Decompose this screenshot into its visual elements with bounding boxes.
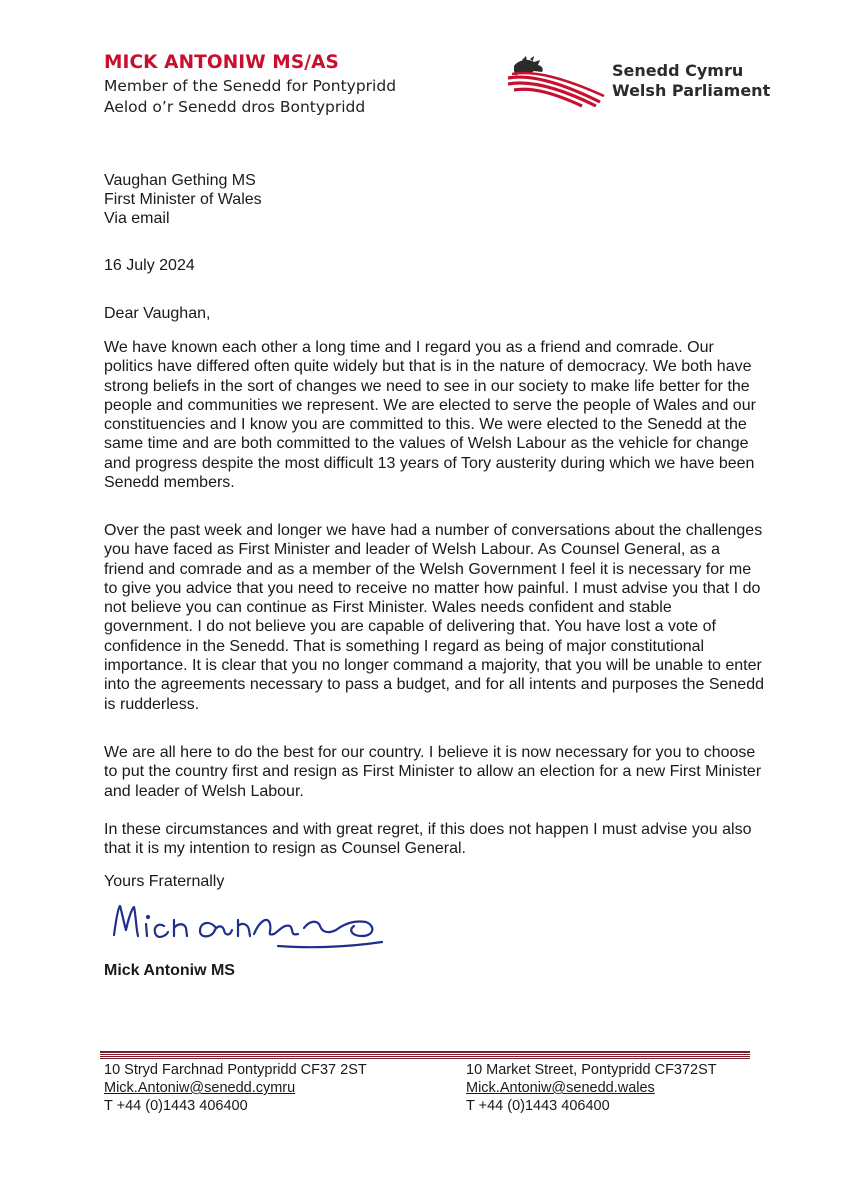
welsh-dragon-logo-icon <box>500 56 608 108</box>
footer-rule <box>100 1051 750 1059</box>
signatory-name: Mick Antoniw MS <box>104 962 235 979</box>
closing: Yours Fraternally <box>104 873 225 890</box>
member-name: MICK ANTONIW MS/AS <box>104 52 339 73</box>
footer-welsh-contact <box>104 1061 367 1115</box>
letterhead <box>104 50 396 118</box>
paragraph-3: We are all here to do the best for our country. I believe it is now necessary for you to choose to put the country first and resign as First Minister to allow an election for a new First Minister and leader of Welsh Labour. <box>104 744 762 800</box>
footer-address-english: 10 Market Street, Pontypridd CF372ST <box>466 1062 717 1078</box>
paragraph-2: Over the past week and longer we have had a number of conversations about the challenges you have faced as First Minister and leader of Welsh Labour. As Counsel General, as a friend and comrade and as a member of the Welsh Government I feel it is necessary for me to give you advice that you need to receive no matter how painful. I must advise you that I do not believe you can continue as First Minister. Wales needs confident and stable government. I do not believe you are capable of delivering that. You have lost a vote of confidence in the Senedd. That is something I regard as being of major constitutional importance. It is clear that you no longer command a majority, that you will be unable to enter into the agreements necessary to pass a budget, and for all intents and purposes the Senedd is rudderless. <box>104 522 764 713</box>
paragraph-4: In these circumstances and with great regret, if this does not happen I must advise you also that it is my intention to resign as Counsel General. <box>104 821 752 858</box>
footer-phone-welsh: T +44 (0)1443 406400 <box>104 1098 248 1114</box>
paragraph-1: We have known each other a long time and I regard you as a friend and comrade. Our politics have differed often quite widely but that is in the nature of democracy. We both have strong beliefs in the sort of changes we need to see in our society to make life better for the people and communities we represent. We are elected to serve the people of Wales and our constituencies and I know you are committed to this. We were elected to the Senedd at the same time and are both committed to the values of Welsh Labour as the vehicle for change and progress despite the most difficult 13 years of Tory austerity during which we have been Senedd members. <box>104 339 756 492</box>
footer-email-wales-link[interactable]: Mick.Antoniw@senedd.wales <box>466 1080 655 1096</box>
recipient-via: Via email <box>104 210 170 227</box>
recipient-block <box>104 171 262 228</box>
footer-english-contact <box>466 1061 717 1115</box>
footer-address-welsh: 10 Stryd Farchnad Pontypridd CF37 2ST <box>104 1062 367 1078</box>
logo-line-welsh-parliament: Welsh Parliament <box>612 81 771 100</box>
recipient-name: Vaughan Gething MS <box>104 172 256 189</box>
footer-phone-english: T +44 (0)1443 406400 <box>466 1098 610 1114</box>
member-title-welsh: Aelod o’r Senedd dros Bontypridd <box>104 98 366 116</box>
salutation: Dear Vaughan, <box>104 305 211 322</box>
senedd-logo <box>500 56 771 112</box>
handwritten-signature <box>104 890 404 965</box>
recipient-title: First Minister of Wales <box>104 191 262 208</box>
member-title-english: Member of the Senedd for Pontypridd <box>104 77 397 95</box>
letter-date: 16 July 2024 <box>104 257 195 274</box>
logo-line-cymru: Senedd Cymru <box>612 61 744 80</box>
footer-email-cymru-link[interactable]: Mick.Antoniw@senedd.cymru <box>104 1080 296 1096</box>
logo-wordmark <box>612 61 770 101</box>
